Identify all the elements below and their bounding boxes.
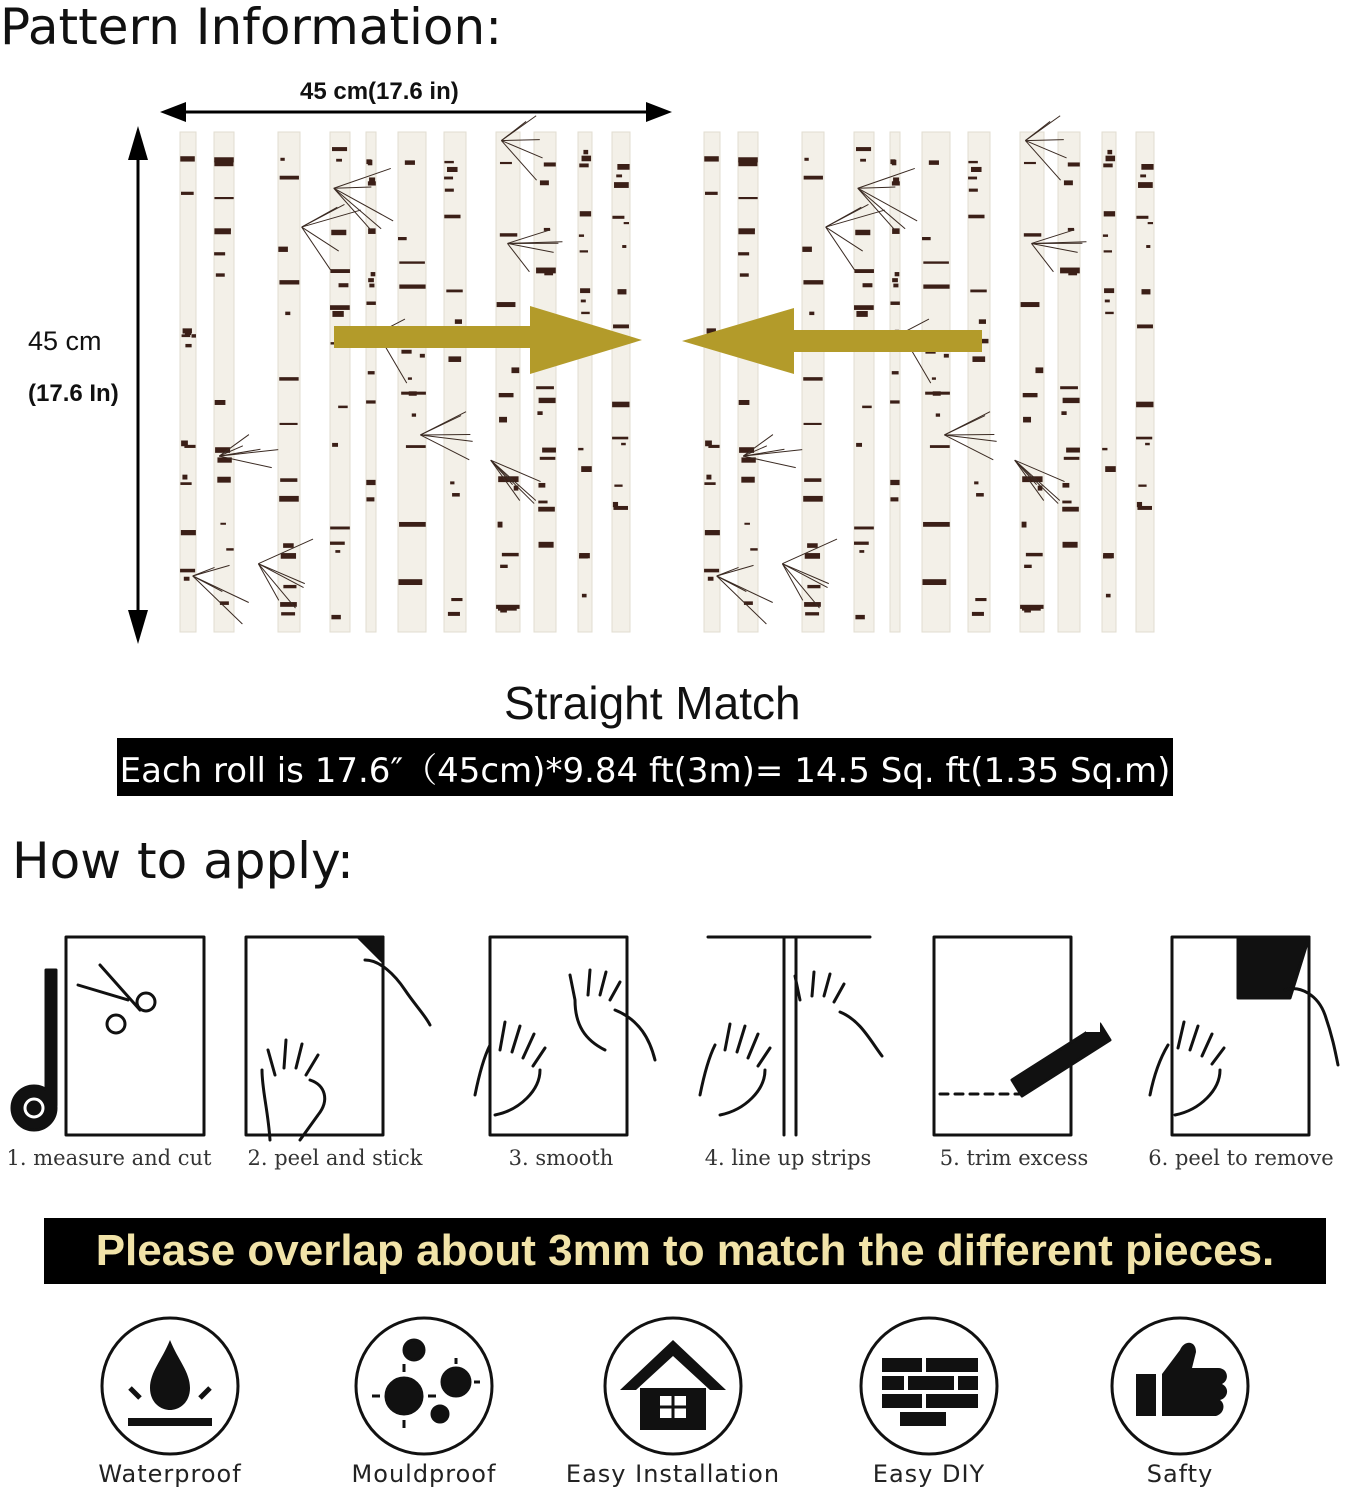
feature-label-safty: Safty bbox=[1146, 1460, 1214, 1488]
width-label: 45 cm(17.6 in) bbox=[300, 78, 459, 105]
peel-remove-icon bbox=[1150, 937, 1338, 1135]
height-label-in: (17.6 In) bbox=[28, 380, 119, 407]
overlap-note-text: Please overlap about 3mm to match the different pieces. bbox=[95, 1226, 1275, 1275]
roll-info-text: Each roll is 17.6″（45cm)*9.84 ft(3m)= 14.5 Sq. ft(1.35 Sq.m) bbox=[119, 750, 1171, 791]
step-label-3: 3. smooth bbox=[508, 1146, 614, 1170]
roll-info-bar bbox=[117, 738, 1173, 796]
feature-label-mouldproof: Mouldproof bbox=[351, 1460, 497, 1488]
germs-icon bbox=[372, 1340, 480, 1428]
overlap-note-bar bbox=[44, 1218, 1326, 1284]
feature-label-easy-diy: Easy DIY bbox=[872, 1460, 986, 1488]
pattern-heading: Pattern Information: bbox=[0, 0, 503, 56]
apply-heading: How to apply: bbox=[12, 832, 354, 890]
water-drop-icon bbox=[128, 1340, 212, 1426]
peel-hand-icon bbox=[246, 937, 430, 1140]
birch-pattern-tile-left bbox=[160, 132, 640, 632]
house-icon bbox=[620, 1340, 726, 1430]
height-label-cm: 45 cm bbox=[28, 326, 102, 356]
match-type: Straight Match bbox=[504, 677, 801, 729]
step-label-4: 4. line up strips bbox=[704, 1146, 872, 1170]
step-label-2: 2. peel and stick bbox=[247, 1146, 423, 1170]
smooth-hands-icon bbox=[475, 937, 655, 1135]
scissors-tape-icon bbox=[12, 937, 204, 1135]
step-label-6: 6. peel to remove bbox=[1148, 1146, 1334, 1170]
line-up-icon bbox=[700, 937, 882, 1135]
birch-pattern-tile-right bbox=[684, 132, 1164, 632]
feature-label-easy-installation: Easy Installation bbox=[565, 1460, 781, 1488]
feature-label-waterproof: Waterproof bbox=[98, 1460, 242, 1488]
thumbs-up-icon bbox=[1136, 1343, 1227, 1416]
step-label-5: 5. trim excess bbox=[939, 1146, 1089, 1170]
brick-wall-icon bbox=[882, 1358, 978, 1426]
cutter-knife-icon bbox=[934, 937, 1110, 1135]
step-label-1: 1. measure and cut bbox=[6, 1146, 212, 1170]
